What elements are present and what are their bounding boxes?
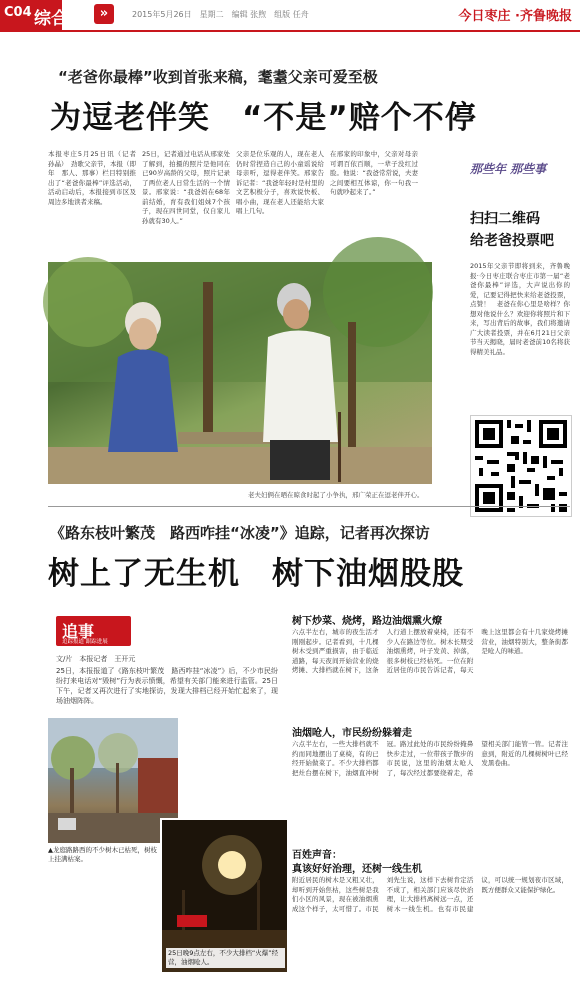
column-logo-text: 追事 [62,622,95,641]
story2-photo-b-caption: 25日晚9点左右，不少大排档“火爆”经营，油烟呛人。 [166,948,285,968]
column-logo [56,616,131,646]
column-logo-sub: 追踪报道 跟踪进展 [62,639,108,645]
story2-lead: 25日，本报报道了《路东枝叶繁茂 路西咋挂“冰凌”》后，不少市民纷纷打来电话对“毁树”行为表示愤慨，希望有关部门能来进行监管。25日下午，记者又再次进行了实地探访，发现大排档已经开始忙起来了，现场油烟阵阵。 [56,667,278,705]
story2-sub1-body: 六点半左右，城市的夜生活才刚刚起步。记者看到，十几棵树木受到严重损害，由于临近道路，每天夜间开始营业的烧烤摊、大排档就在树下，这条人行道上摆放着桌椅，还有不少人在路边等位。树木长期受油烟熏烤，叶子发黄、掉落，很多树枝已经枯死。一位在附近居住的市民告诉记者，每天晚上这里都会有十几家烧烤摊营业，油烟特别大，整条街都是呛人的味道。 [292,628,568,674]
story2-headline: 树上了无生机 树下油烟股股 [48,556,464,592]
story2-subhead-3: 百姓声音： [292,850,342,861]
story2-subhead-2: 油烟呛人，市民纷纷躲着走 [292,728,412,739]
story2-photo-a-caption: ▲龙庭路路西的不少树木已枯死，树枝上挂满枯案。 [48,846,157,863]
side-logo: 那些年 那些事 [470,162,547,176]
elderly-couple-photo [48,262,432,484]
story2-kicker: 《路东枝叶繁茂 路西咋挂“冰凌”》追踪，记者再次探访 [50,524,430,542]
story1-col-1: 本报枣庄5月25日讯（记者 孙晶） 劲歌父亲节，本报（即年 那人、那事）栏目特别推出了“老爸你最棒”评选活动，活动启动后，本报接到市区及周边多地读者来稿。 [48,150,143,206]
story1-kicker: “老爸你最棒”收到首张来稿，耄耋父亲可爱至极 [58,68,378,86]
qr-code-graphic [471,416,571,516]
story2-subhead-1: 树下炒菜、烧烤，路边油烟熏火燎 [292,616,442,627]
story2-byline: 文/片 本报记者 王开元 [56,655,136,663]
masthead-rule [0,30,580,32]
section-divider [48,506,570,507]
qr-code[interactable] [470,415,572,517]
story1-col-3: 父亲是位乐观的人，现在老人仍时常捏造自己的小童谣说给母亲听，逗得老伴笑。邢家告诉记者：“我爸年轻时是村里的文艺积极分子，喜欢说快板、唱小曲，现在老人还能给大家唱上几句。 [236,150,324,215]
story1-photo-caption: 老夫妇俩在晒在晾食时起了小争执，邢广荣正在逗老伴开心。 [248,491,424,499]
page-code: C04 [4,5,32,20]
side-body: 2015年父亲节即将到来，齐鲁晚报·今日枣庄联合枣庄市第一届“老爸你最棒”评选，大声说出你的爱，记要记得把快来给老爸投票，点赞！ 老爸在你心里是啥样？你想对他说什么？欢迎你将照片和下来，写出背后的故事，我们将邀请广大读者投票，并在6月21日父亲节当天揭晓，届时老爸前10名将获得精美礼品。 [470,262,570,356]
side-cta: 扫扫二维码 给老爸投票吧 [470,211,554,249]
story2-photo-street [48,718,178,843]
story2-sub3-body: 附近居民的树木是又粗又壮，却听到开始焦枯，这些树是我们小区的风景，现在被油烟熏成这个样子，太可惜了。市民刘先生说，这样下去树肯定活不成了，相关部门应该尽快治理，让大排档离树远一点，还树木一线生机。也有市民建议，可以统一规划夜市区域，既方便群众又能保护绿化。 [292,876,568,913]
story2-photo-night [160,818,289,974]
section-title: 综合 [34,9,68,29]
section-arrow-icon: » [94,4,114,24]
story2-sub2-body: 六点半左右，一些大排档就不约而同地摆出了桌椅，有的已经开始做菜了。不少大排档都把灶台摆在树下，油烟直冲树冠。路过此处的市民纷纷掩鼻快步走过，一位带孩子散步的市民说，这里的油烟太呛人了，每次经过都要绕着走，希望相关部门能管一管。记者注意到，附近的几棵树树叶已经发黑卷曲。 [292,740,568,777]
street-trees-photo [48,718,178,843]
story1-photo [48,262,432,484]
date-line: 2015年5月26日 星期二 编辑 张煦 组版 任舟 [132,10,309,19]
story1-col-4: 在邢家的印象中，父亲对母亲可谓百依百顺，一辈子没红过脸。他说：“我爸常常说，夫妻之间要相互体谅，你一句我一句就吵起来了。” [330,150,418,196]
story2-subhead-3b: 真该好好治理，还树一线生机 [292,864,422,875]
story1-headline: 为逗老伴笑 “不是”赔个不停 [50,100,477,136]
brand-logo: 今日枣庄 ·齐鲁晚报 [458,9,572,24]
story1-col-2: 25日，记者通过电话从邢家处了解到，拍摄的照片是他同在已90岁高龄的父母，照片记录了两位老人日常生活的一个情景。邢家说：“我爸妈在68年前结婚，育有我们姐妹7个孩子，现在四世同堂，仅自家儿孙就有30人。” [142,150,230,225]
